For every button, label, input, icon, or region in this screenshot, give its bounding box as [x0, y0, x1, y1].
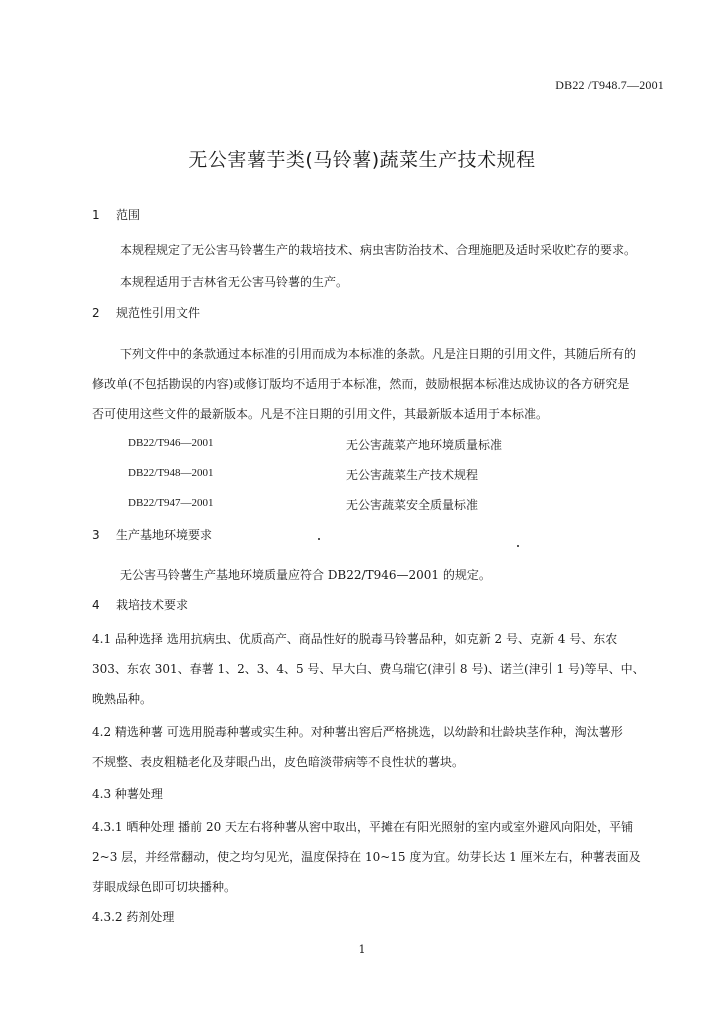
subsection-heading: 4.3.2 药剂处理: [92, 910, 175, 924]
paragraph-line: 2~3 层，并经常翻动，使之均匀见光，温度保持在 10~15 度为宜。幼芽长达 1 厘米左右，种薯表面及: [92, 850, 641, 864]
paragraph-line: 4.3.1 晒种处理 播前 20 天左右将种薯从窖中取出，平摊在有阳光照射的室内或室外避风向阳处，平铺: [92, 820, 634, 834]
section-title: 栽培技术要求: [116, 598, 189, 612]
section-2-heading: [92, 304, 200, 321]
paragraph-line: 修改单(不包括勘误的内容)或修订版均不适用于本标准，然而，鼓励根据本标准达成协议的各方研究是: [92, 377, 630, 391]
section-1-heading: [92, 206, 140, 223]
reference-title: 无公害蔬菜安全质量标准: [346, 498, 479, 512]
paragraph: 无公害马铃薯生产基地环境质量应符合 DB22/T946—2001 的规定。: [120, 568, 491, 582]
paragraph: 本规程规定了无公害马铃薯生产的栽培技术、病虫害防治技术、合理施肥及适时采收贮存的要求。: [120, 243, 637, 257]
section-number: 3: [92, 528, 100, 542]
section-title: 生产基地环境要求: [116, 528, 213, 542]
paragraph-line: 4.2 精选种薯 可选用脱毒种薯或实生种。对种薯出窖后严格挑选，以幼龄和壮龄块茎作种，淘汰薯形: [92, 725, 623, 739]
paragraph-line: 不规整、表皮粗糙老化及芽眼凸出，皮色暗淡带病等不良性状的薯块。: [92, 755, 465, 769]
section-4-heading: [92, 596, 188, 613]
section-number: 4: [92, 598, 100, 612]
reference-code: DB22/T948—2001: [128, 467, 214, 479]
section-number: 1: [92, 208, 100, 222]
paragraph: 本规程适用于吉林省无公害马铃薯的生产。: [120, 275, 349, 289]
section-3-heading: [92, 526, 212, 543]
section-title: 规范性引用文件: [116, 306, 201, 320]
paragraph-line: 否可使用这些文件的最新版本。凡是不注日期的引用文件，其最新版本适用于本标准。: [92, 407, 549, 421]
page-number: 1: [358, 943, 366, 956]
paragraph-line: 芽眼成绿色即可切块播种。: [92, 880, 237, 894]
section-title: 范围: [116, 208, 141, 222]
paragraph-line: 晚熟品种。: [92, 692, 153, 706]
reference-code: DB22/T947—2001: [128, 497, 214, 509]
paragraph-line: 下列文件中的条款通过本标准的引用而成为本标准的条款。凡是注日期的引用文件，其随后所有的: [120, 347, 637, 361]
document-title: 无公害薯芋类(马铃薯)蔬菜生产技术规程: [188, 149, 536, 171]
paragraph-line: 4.1 品种选择 选用抗病虫、优质高产、商品性好的脱毒马铃薯品种，如克新 2 号、克新 4 号、东农: [92, 632, 618, 646]
reference-title: 无公害蔬菜产地环境质量标准: [346, 438, 503, 452]
section-number: 2: [92, 306, 100, 320]
scan-speck: [318, 538, 320, 540]
scan-speck: [517, 545, 519, 547]
paragraph-line: 303、东农 301、春薯 1、2、3、4、5 号、早大白、费乌瑞它(津引 8 号)、诺兰(津引 1 号)等早、中、: [92, 662, 645, 676]
reference-code: DB22/T946—2001: [128, 437, 214, 449]
standard-code: DB22 /T948.7—2001: [555, 78, 664, 92]
subsection-heading: 4.3 种薯处理: [92, 787, 163, 801]
reference-title: 无公害蔬菜生产技术规程: [346, 468, 479, 482]
